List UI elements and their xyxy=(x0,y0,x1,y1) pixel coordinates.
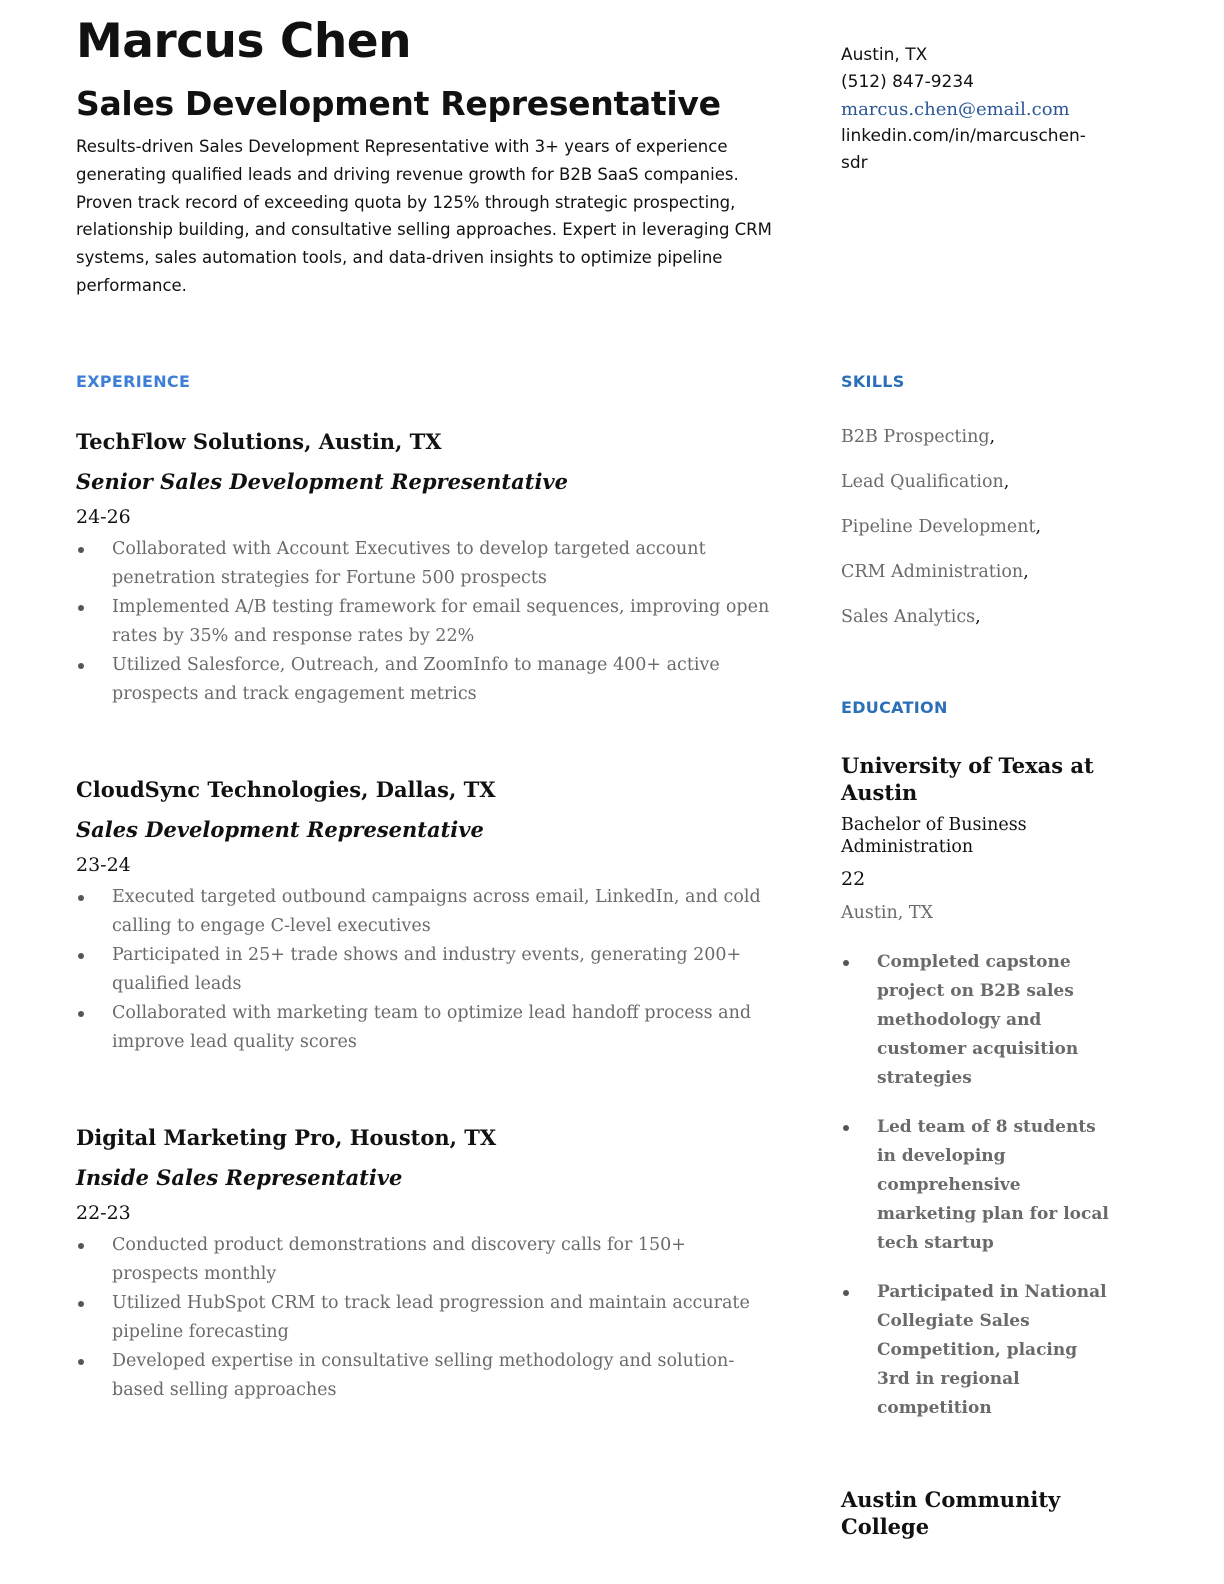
education-entry xyxy=(841,752,1111,1443)
job-bullet-text: Implemented A/B testing framework for email sequences, improving open rates by 35% and response rates by 22% xyxy=(112,597,770,646)
job-bullet xyxy=(76,593,776,651)
job-bullet-text: Utilized HubSpot CRM to track lead progression and maintain accurate pipeline forecasting xyxy=(112,1293,750,1342)
contact-location: Austin, TX xyxy=(841,45,928,65)
job-bullet xyxy=(76,941,776,999)
skill-item xyxy=(841,555,1041,600)
job-bullet-text: Utilized Salesforce, Outreach, and ZoomInfo to manage 400+ active prospects and track engagement metrics xyxy=(112,655,720,704)
bullet-icon xyxy=(78,1301,84,1307)
skills-heading: SKILLS xyxy=(841,372,905,391)
job-title: Sales Development Representative xyxy=(76,84,721,123)
skill-item xyxy=(841,420,1041,465)
bullet-icon xyxy=(843,1290,849,1296)
bullet-icon xyxy=(843,960,849,966)
job-bullets xyxy=(76,1231,776,1405)
job-company: TechFlow Solutions, Austin, TX xyxy=(76,429,442,454)
skill-separator: , xyxy=(989,427,996,447)
bullet-icon xyxy=(78,1243,84,1249)
bullet-icon xyxy=(78,605,84,611)
contact-linkedin: linkedin.com/in/marcuschen-sdr xyxy=(841,126,1086,173)
education-entry xyxy=(841,1486,1111,1540)
bullet-icon xyxy=(78,895,84,901)
skill-item xyxy=(841,600,1041,645)
education-bullet xyxy=(841,1113,1111,1258)
contact-email-link[interactable]: marcus.chen@email.com xyxy=(841,99,1070,120)
bullet-icon xyxy=(78,663,84,669)
job-bullet xyxy=(76,1289,776,1347)
skill-label: Pipeline Development xyxy=(841,517,1036,537)
skills-list xyxy=(841,420,1041,645)
school-degree: Bachelor of Business Administration xyxy=(841,815,1027,857)
education-bullet xyxy=(841,1278,1111,1423)
skill-separator: , xyxy=(1003,472,1010,492)
job-company: Digital Marketing Pro, Houston, TX xyxy=(76,1125,497,1150)
job-bullet-text: Developed expertise in consultative selling methodology and solution-based selling approaches xyxy=(112,1351,735,1400)
skill-label: CRM Administration xyxy=(841,562,1024,582)
job-bullet xyxy=(76,1231,776,1289)
job-bullet xyxy=(76,651,776,709)
skill-label: Lead Qualification xyxy=(841,472,1004,492)
job-bullet-text: Conducted product demonstrations and discovery calls for 150+ prospects monthly xyxy=(112,1235,686,1284)
contact-phone: (512) 847-9234 xyxy=(841,72,974,92)
job-bullet-text: Participated in 25+ trade shows and industry events, generating 200+ qualified leads xyxy=(112,945,742,994)
education-bullet-text: Participated in National Collegiate Sales Competition, placing 3rd in regional competition xyxy=(877,1282,1107,1418)
job-bullet-text: Collaborated with marketing team to optimize lead handoff process and improve lead quality scores xyxy=(112,1003,752,1052)
professional-summary: Results-driven Sales Development Representative with 3+ years of experience generating qualified leads and driving revenue growth for B2B SaaS companies. Proven track record of exceeding quota by 125% through strategic prospecting, relationship building, and consultative selling approaches. Expert in leveraging CRM systems, sales automation tools, and data-driven insights to optimize pipeline performance. xyxy=(76,137,772,295)
job-dates: 22-23 xyxy=(76,1202,131,1224)
bullet-icon xyxy=(843,1125,849,1131)
job-dates: 23-24 xyxy=(76,854,131,876)
skill-separator: , xyxy=(1035,517,1042,537)
skill-separator: , xyxy=(975,607,981,627)
job-entry xyxy=(76,774,776,1057)
education-bullet-text: Completed capstone project on B2B sales methodology and customer acquisition strategies xyxy=(877,952,1079,1088)
job-bullet xyxy=(76,883,776,941)
skill-label: B2B Prospecting xyxy=(841,427,990,447)
school-location: Austin, TX xyxy=(841,903,934,923)
experience-heading: EXPERIENCE xyxy=(76,372,191,391)
job-bullet-text: Collaborated with Account Executives to develop targeted account penetration strategies for Fortune 500 prospects xyxy=(112,539,706,588)
job-bullet-text: Executed targeted outbound campaigns across email, LinkedIn, and cold calling to engage C-level executives xyxy=(112,887,761,936)
education-bullets xyxy=(841,948,1111,1423)
candidate-name: Marcus Chen xyxy=(76,14,412,69)
education-bullet-text: Led team of 8 students in developing comprehensive marketing plan for local tech startup xyxy=(877,1117,1109,1253)
skill-item xyxy=(841,465,1041,510)
job-role: Senior Sales Development Representative xyxy=(76,469,568,494)
skill-label: Sales Analytics xyxy=(841,607,976,627)
skill-separator: , xyxy=(1023,562,1029,582)
bullet-icon xyxy=(78,1359,84,1365)
bullet-icon xyxy=(78,953,84,959)
job-dates: 24-26 xyxy=(76,506,131,528)
job-bullet xyxy=(76,1347,776,1405)
bullet-icon xyxy=(78,1011,84,1017)
job-bullet xyxy=(76,999,776,1057)
job-bullet xyxy=(76,535,776,593)
school-year: 22 xyxy=(841,868,866,890)
education-bullet xyxy=(841,948,1111,1093)
school-name: Austin Community College xyxy=(841,1487,1061,1539)
job-role: Inside Sales Representative xyxy=(76,1165,403,1190)
job-entry xyxy=(76,426,776,709)
school-name: University of Texas at Austin xyxy=(841,753,1094,805)
skill-item xyxy=(841,510,1041,555)
job-role: Sales Development Representative xyxy=(76,817,484,842)
job-company: CloudSync Technologies, Dallas, TX xyxy=(76,777,496,802)
job-entry xyxy=(76,1122,776,1405)
job-bullets xyxy=(76,883,776,1057)
bullet-icon xyxy=(78,547,84,553)
education-heading: EDUCATION xyxy=(841,698,948,717)
contact-info xyxy=(841,42,1111,177)
job-bullets xyxy=(76,535,776,709)
